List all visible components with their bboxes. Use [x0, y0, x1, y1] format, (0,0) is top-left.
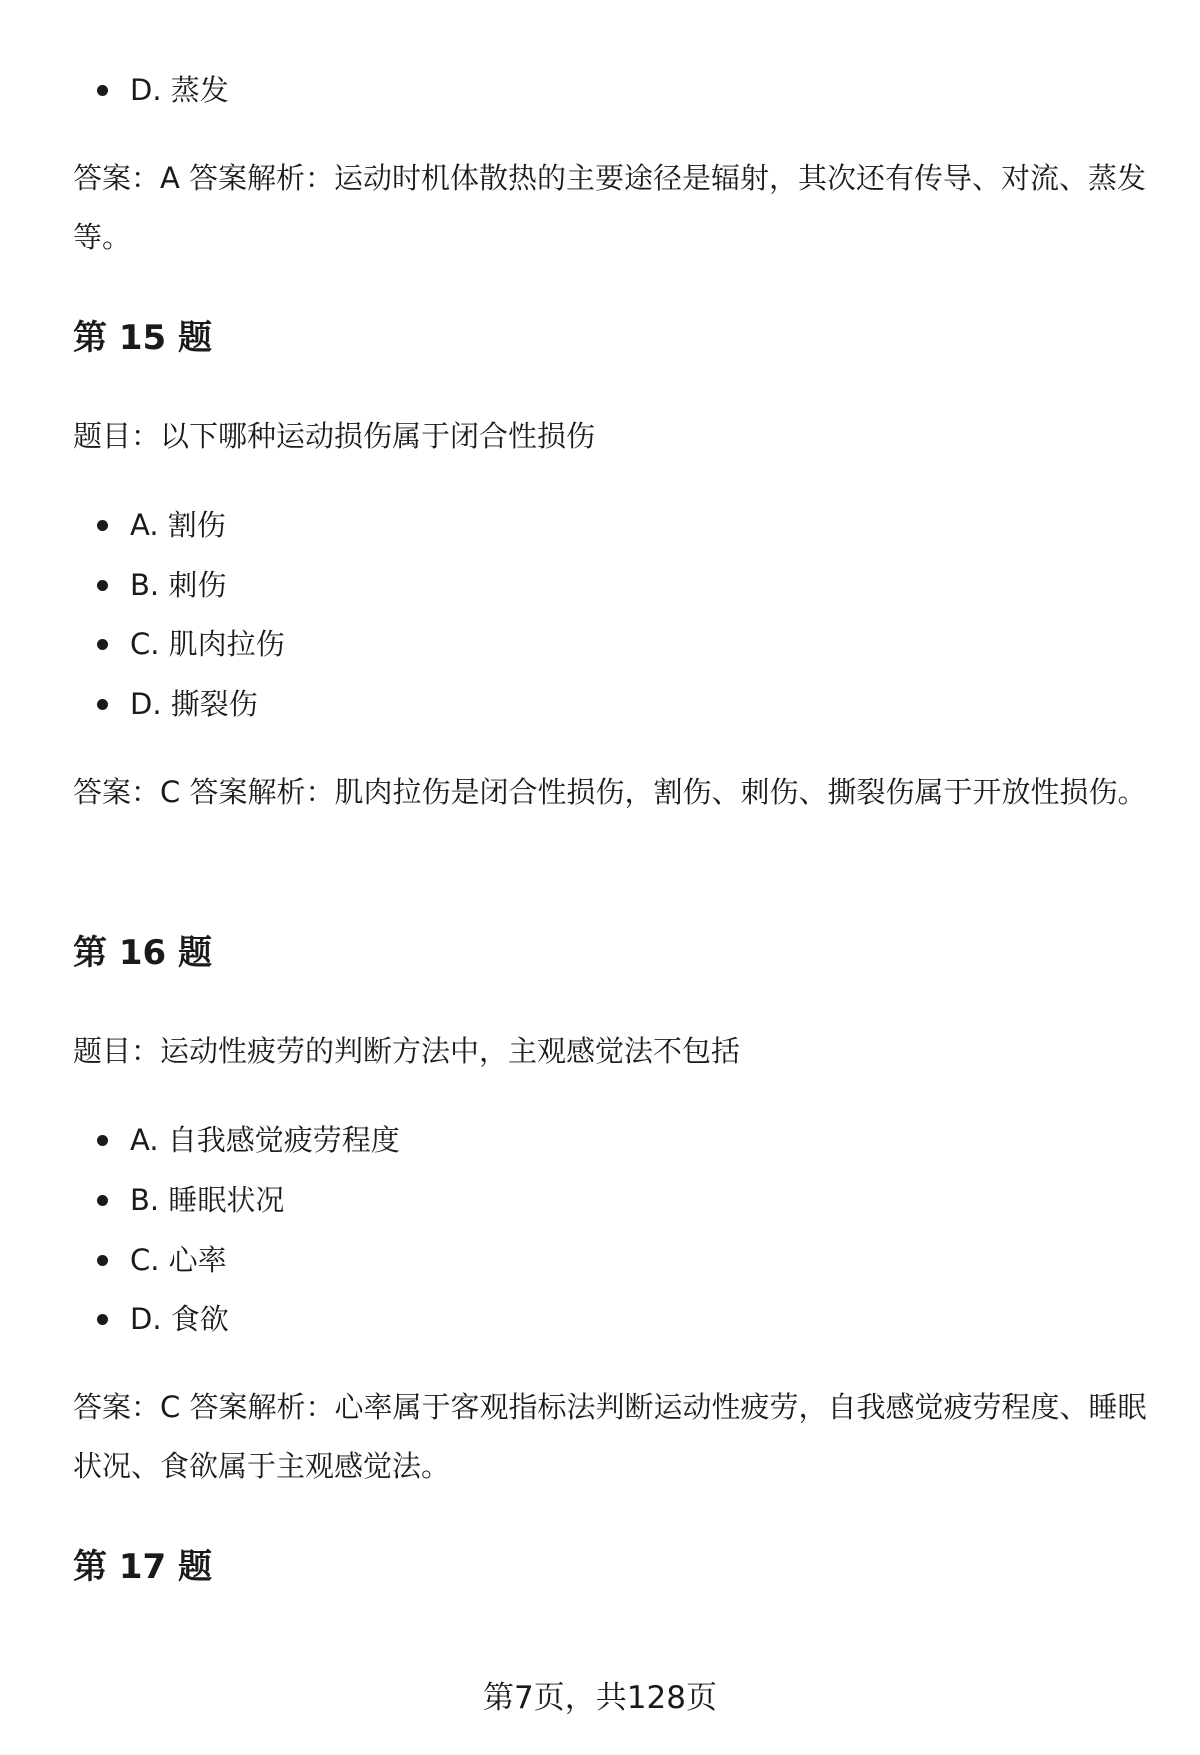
option-text: B. 睡眠状况	[130, 1183, 285, 1217]
q16-option-b	[97, 1180, 284, 1220]
option-text: D. 蒸发	[130, 73, 229, 107]
q14-answer: 答案：A 答案解析：运动时机体散热的主要途径是辐射，其次还有传导、对流、蒸发等。	[73, 161, 1147, 254]
q15-option-b	[97, 565, 226, 605]
option-text: D. 撕裂伤	[130, 687, 258, 721]
bullet-icon	[97, 520, 108, 531]
q17-heading: 第 17 题	[73, 1547, 212, 1587]
option-text: B. 刺伤	[130, 568, 227, 602]
q15-answer: 答案：C 答案解析：肌肉拉伤是闭合性损伤，割伤、刺伤、撕裂伤属于开放性损伤。	[73, 775, 1147, 809]
bullet-icon	[97, 639, 108, 650]
option-text: C. 心率	[130, 1243, 227, 1277]
bullet-icon	[97, 85, 108, 96]
bullet-icon	[97, 1255, 108, 1266]
q16-option-d	[97, 1299, 229, 1339]
q16-heading: 第 16 题	[73, 933, 212, 973]
bullet-icon	[97, 699, 108, 710]
q15-option-d	[97, 684, 258, 724]
page-number: 第7页，共128页	[483, 1680, 717, 1716]
q15-question: 题目：以下哪种运动损伤属于闭合性损伤	[73, 419, 596, 453]
q15-heading: 第 15 题	[73, 318, 212, 358]
option-text: A. 割伤	[130, 508, 226, 542]
q16-option-c	[97, 1240, 227, 1280]
q15-option-a	[97, 505, 226, 545]
bullet-icon	[97, 1195, 108, 1206]
bullet-icon	[97, 580, 108, 591]
bullet-icon	[97, 1135, 108, 1146]
option-text: C. 肌肉拉伤	[130, 627, 285, 661]
q16-question: 题目：运动性疲劳的判断方法中，主观感觉法不包括	[73, 1034, 741, 1068]
q16-answer: 答案：C 答案解析：心率属于客观指标法判断运动性疲劳，自我感觉疲劳程度、睡眠状况、食欲属于主观感觉法。	[73, 1390, 1147, 1483]
option-text: D. 食欲	[130, 1302, 229, 1336]
q14-option-d	[97, 70, 229, 110]
q16-option-a	[97, 1120, 400, 1160]
q15-option-c	[97, 624, 285, 664]
bullet-icon	[97, 1314, 108, 1325]
option-text: A. 自我感觉疲劳程度	[130, 1123, 400, 1157]
